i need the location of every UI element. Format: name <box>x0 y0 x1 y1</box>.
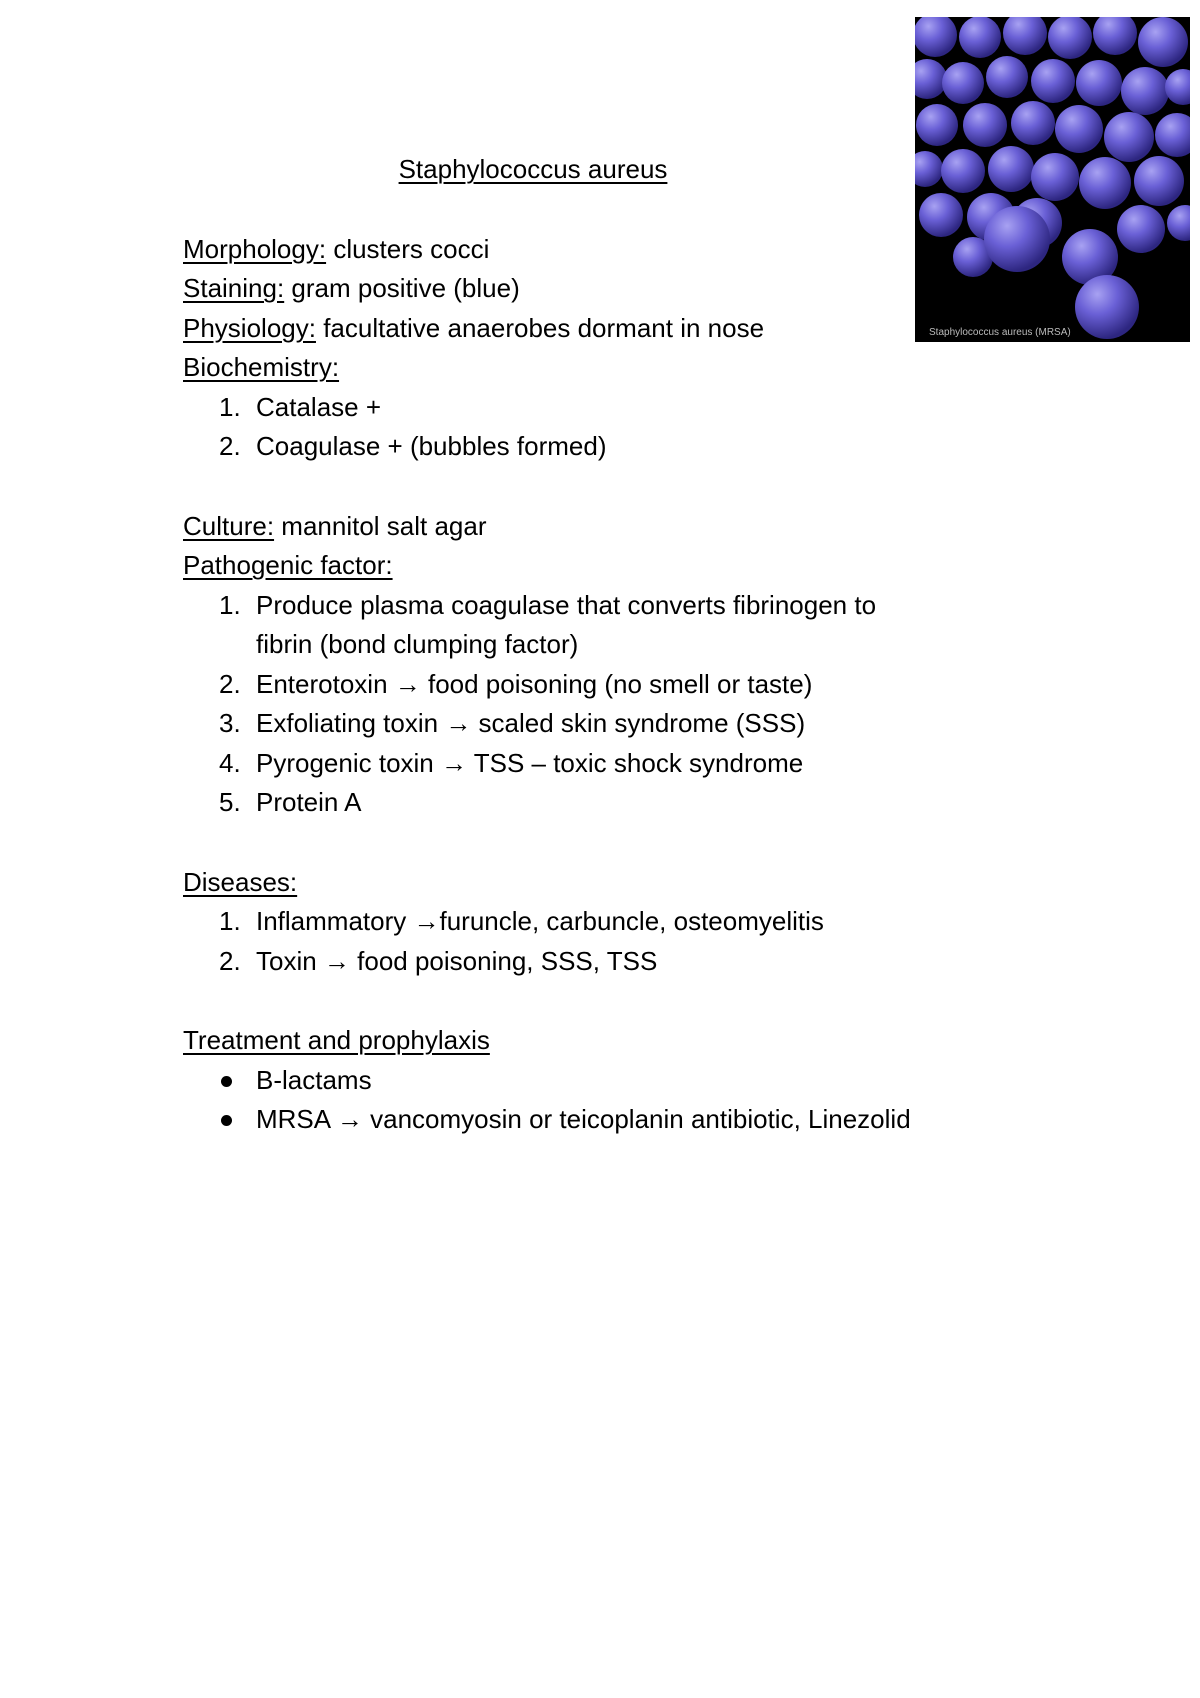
spacer <box>183 981 1083 1021</box>
list-item <box>183 942 1083 982</box>
list-item-text: Coagulase + (bubbles formed) <box>256 431 607 461</box>
treatment-label: Treatment and prophylaxis <box>183 1025 490 1055</box>
list-item <box>183 665 923 705</box>
list-number: 2. <box>219 668 241 699</box>
morphology-value: clusters cocci <box>333 233 490 264</box>
list-item-text: B-lactams <box>256 1064 372 1095</box>
list-item <box>183 783 923 823</box>
list-item-text: Produce plasma coagulase that converts fibrinogen to fibrin (bond clumping factor) <box>256 589 877 659</box>
culture-value: mannitol salt agar <box>281 510 487 541</box>
photo-caption: Staphylococcus aureus (MRSA) <box>929 327 1071 338</box>
list-item <box>183 902 1083 942</box>
treatment-list <box>183 1061 1083 1140</box>
culture-label: Culture: <box>183 510 275 541</box>
list-number: 1. <box>219 391 241 422</box>
treatment-line <box>183 1021 1083 1061</box>
list-item <box>183 388 1083 428</box>
list-item-text: Inflammatory →furuncle, carbuncle, osteomyelitis <box>256 906 824 936</box>
list-number: 4. <box>219 747 241 778</box>
document-content <box>183 150 1083 1140</box>
spacer <box>183 823 1083 863</box>
morphology-label: Morphology: <box>183 233 327 264</box>
list-item-text: Enterotoxin → food poisoning (no smell or taste) <box>256 668 813 699</box>
physiology-line <box>183 309 1083 349</box>
biochemistry-label: Biochemistry: <box>183 352 340 382</box>
bullet-icon <box>221 1115 232 1126</box>
diseases-label: Diseases: <box>183 866 298 897</box>
title-text: Staphylococcus aureus <box>398 154 668 184</box>
pathogenic-factor-list <box>183 586 923 823</box>
list-item-text: Pyrogenic toxin → TSS – toxic shock syndrome <box>256 747 804 778</box>
biochemistry-list <box>183 388 1083 467</box>
page-title <box>183 150 883 190</box>
list-item-text: Toxin → food poisoning, SSS, TSS <box>256 945 658 976</box>
biochemistry-line <box>183 348 1083 388</box>
list-number: 5. <box>219 787 241 817</box>
physiology-label: Physiology: <box>183 312 316 343</box>
list-item-text: Protein A <box>256 787 362 817</box>
pathogenic-factor-line <box>183 546 1083 586</box>
bullet-icon <box>221 1076 232 1087</box>
staining-line <box>183 269 1083 309</box>
list-item-text: Exfoliating toxin → scaled skin syndrome (SSS) <box>256 708 806 738</box>
list-number: 3. <box>219 708 241 738</box>
list-item <box>183 586 923 665</box>
pathogenic-factor-label: Pathogenic factor: <box>183 550 393 580</box>
diseases-line <box>183 863 1083 903</box>
physiology-value: facultative anaerobes dormant in nose <box>323 312 765 343</box>
spacer <box>183 467 1083 507</box>
list-number: 2. <box>219 945 241 976</box>
list-item <box>183 704 923 744</box>
list-item-text: Catalase + <box>256 391 382 422</box>
list-item <box>183 744 923 784</box>
staining-label: Staining: <box>183 273 285 303</box>
morphology-line <box>183 230 1083 270</box>
list-item <box>183 1061 1083 1101</box>
diseases-list <box>183 902 1083 981</box>
culture-line <box>183 507 1083 547</box>
list-number: 1. <box>219 906 241 936</box>
list-item-text: MRSA → vancomyosin or teicoplanin antibiotic, Linezolid <box>256 1104 911 1134</box>
list-item <box>183 427 1083 467</box>
list-item <box>183 1100 1083 1140</box>
list-number: 1. <box>219 589 241 620</box>
list-number: 2. <box>219 431 241 461</box>
staining-value: gram positive (blue) <box>291 273 520 303</box>
